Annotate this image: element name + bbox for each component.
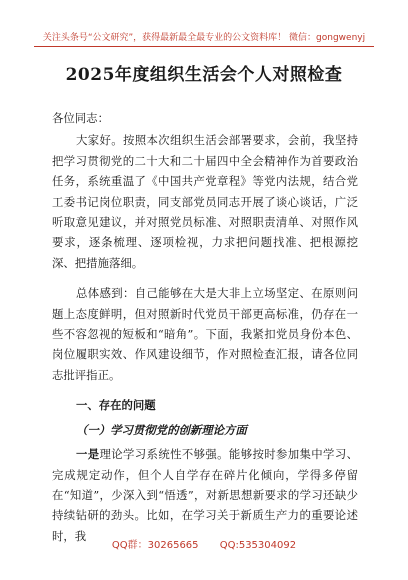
- footer-contact: [0, 536, 408, 551]
- document-body: [52, 108, 358, 546]
- paragraph-issue-one: [52, 444, 358, 546]
- footer-qq-group: QQ群：30265665: [111, 540, 199, 551]
- document-title: 2025年度组织生活会个人对照检查: [65, 65, 343, 85]
- header-divider: [34, 46, 374, 47]
- header-promo-note: 关注头条号“公文研究”，获得最新最全最专业的公文资料库！ 微信：gongwenyj: [42, 33, 366, 43]
- section-heading: 一、存在的问题: [75, 398, 156, 413]
- salutation: 各位同志：: [52, 111, 109, 125]
- subsection-heading: （一）学习贯彻党的创新理论方面: [75, 422, 247, 437]
- issue-text: 理论学习系统性不够强。能够按时参加集中学习、完成规定动作，但个人自学存在碎片化倾向，学得多停留在“知道”，少深入到“悟透”，对新思想新要求的学习还缺少持续钻研的劲头。比如，在学习关于新质生产力的重要论述时，我: [52, 447, 358, 543]
- paragraph-summary: 总体感到：自己能够在大是大非上立场坚定、在原则问题上态度鲜明，但对照新时代党员干部更高标准，仍存在一些不容忽视的短板和“暗角”。下面，我紧扣党员身份本色、岗位履职实效、作风建设细节，作对照检查汇报，请各位同志批评指正。: [52, 286, 358, 382]
- footer-qq: QQ:535304092: [219, 540, 297, 551]
- paragraph-intro: 大家好。按照本次组织生活会部署要求，会前，我坚持把学习贯彻党的二十大和二十届四中全会精神作为首要政治任务，系统重温了《中国共产党章程》等党内法规，结合党工委书记岗位职责，同支部党员同志开展了谈心谈话，广泛听取意见建议，并对照党员标准、对照职责清单、对照作风要求，逐条梳理、逐项检视，力求把问题找准、把根源挖深、把措施落细。: [52, 133, 358, 270]
- issue-lead: 一是: [75, 447, 100, 462]
